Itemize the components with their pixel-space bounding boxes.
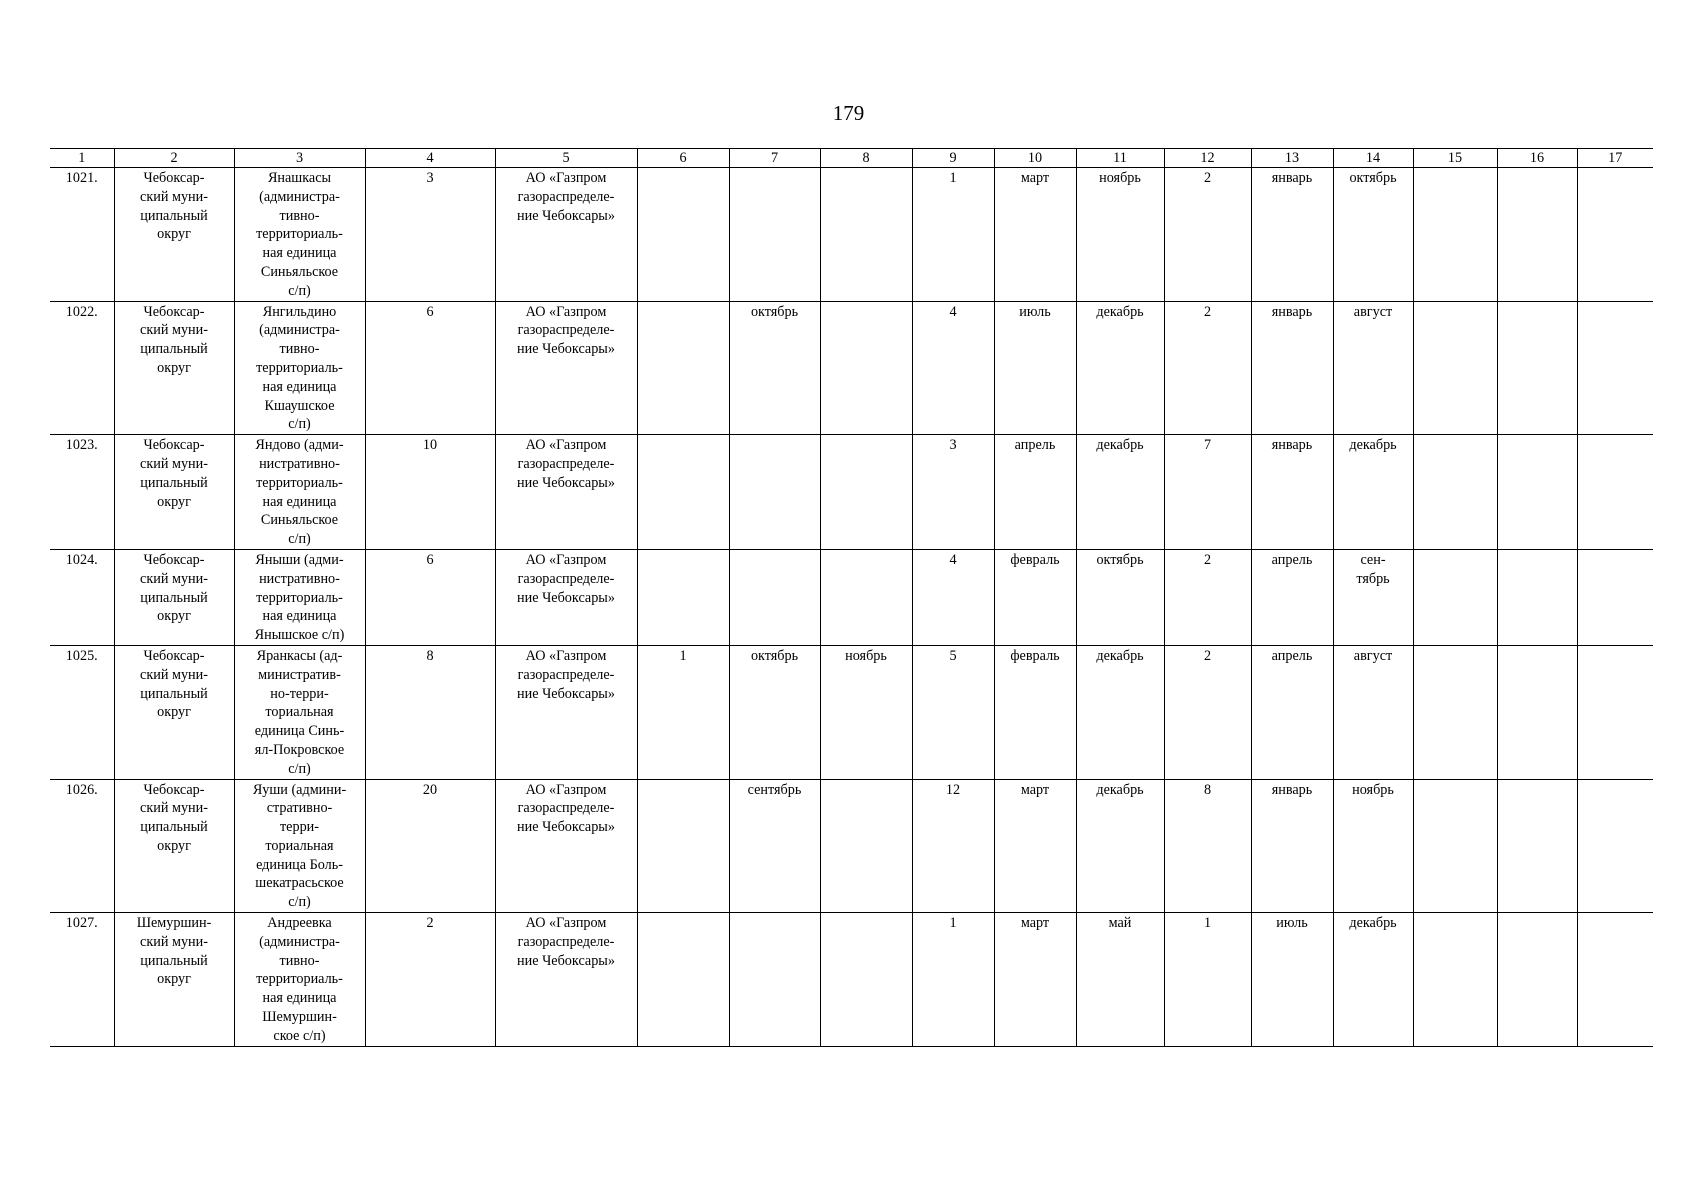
table-cell-col-10: март: [994, 913, 1076, 1047]
table-cell-col-10: апрель: [994, 435, 1076, 550]
table-cell-col-16: [1497, 168, 1577, 302]
table-row: [50, 779, 1653, 913]
table-cell-col-17: [1577, 645, 1653, 779]
table-cell-col-16: [1497, 435, 1577, 550]
table-cell-col-10: июль: [994, 301, 1076, 435]
table-cell-col-16: [1497, 913, 1577, 1047]
table-cell-col-1: 1021.: [50, 168, 114, 302]
table-cell-col-4: 20: [365, 779, 495, 913]
table-cell-col-15: [1413, 301, 1497, 435]
column-header: 1: [50, 149, 114, 168]
table-cell-col-15: [1413, 168, 1497, 302]
table-cell-col-15: [1413, 779, 1497, 913]
table-cell-col-5: АО «Газпром газораспределе- ние Чебоксары»: [495, 168, 637, 302]
table-cell-col-7: [729, 913, 820, 1047]
column-header: 17: [1577, 149, 1653, 168]
table-cell-col-10: февраль: [994, 645, 1076, 779]
column-header: 8: [820, 149, 912, 168]
table-cell-col-13: апрель: [1251, 645, 1333, 779]
table-cell-col-2: Чебоксар- ский муни- ципальный округ: [114, 645, 234, 779]
column-header: 2: [114, 149, 234, 168]
table-cell-col-7: [729, 168, 820, 302]
table-cell-col-2: Чебоксар- ский муни- ципальный округ: [114, 779, 234, 913]
table-cell-col-8: [820, 435, 912, 550]
table-cell-col-11: декабрь: [1076, 435, 1164, 550]
table-cell-col-8: ноябрь: [820, 645, 912, 779]
table-cell-col-4: 6: [365, 549, 495, 645]
table-cell-col-10: февраль: [994, 549, 1076, 645]
table-cell-col-12: 1: [1164, 913, 1251, 1047]
table-cell-col-11: декабрь: [1076, 301, 1164, 435]
table-cell-col-10: март: [994, 168, 1076, 302]
schedule-table: [50, 148, 1653, 1047]
table-cell-col-6: [637, 913, 729, 1047]
table-cell-col-5: АО «Газпром газораспределе- ние Чебоксары»: [495, 779, 637, 913]
table-cell-col-9: 3: [912, 435, 994, 550]
table-cell-col-3: Яуши (админи- стративно- терри- ториальная единица Боль- шекатрасьское с/п): [234, 779, 365, 913]
table-cell-col-14: сен- тябрь: [1333, 549, 1413, 645]
column-header: 9: [912, 149, 994, 168]
table-cell-col-16: [1497, 549, 1577, 645]
table-cell-col-8: [820, 301, 912, 435]
table-cell-col-1: 1022.: [50, 301, 114, 435]
table-cell-col-11: ноябрь: [1076, 168, 1164, 302]
table-cell-col-9: 1: [912, 168, 994, 302]
table-cell-col-12: 8: [1164, 779, 1251, 913]
table-cell-col-4: 10: [365, 435, 495, 550]
table-cell-col-2: Чебоксар- ский муни- ципальный округ: [114, 301, 234, 435]
column-header: 14: [1333, 149, 1413, 168]
table-cell-col-2: Чебоксар- ский муни- ципальный округ: [114, 168, 234, 302]
table-cell-col-12: 2: [1164, 168, 1251, 302]
table-cell-col-2: Чебоксар- ский муни- ципальный округ: [114, 549, 234, 645]
table-cell-col-16: [1497, 779, 1577, 913]
table-cell-col-16: [1497, 301, 1577, 435]
table-cell-col-11: май: [1076, 913, 1164, 1047]
table-cell-col-5: АО «Газпром газораспределе- ние Чебоксары»: [495, 645, 637, 779]
table-cell-col-4: 2: [365, 913, 495, 1047]
table-cell-col-8: [820, 549, 912, 645]
table-cell-col-15: [1413, 549, 1497, 645]
table-cell-col-1: 1027.: [50, 913, 114, 1047]
table-cell-col-3: Яндово (адми- нистративно- территориаль- ная единица Синьяльское с/п): [234, 435, 365, 550]
table-cell-col-12: 2: [1164, 549, 1251, 645]
table-cell-col-15: [1413, 645, 1497, 779]
table-cell-col-14: декабрь: [1333, 435, 1413, 550]
table-cell-col-13: апрель: [1251, 549, 1333, 645]
table-cell-col-15: [1413, 435, 1497, 550]
column-header: 12: [1164, 149, 1251, 168]
table-cell-col-12: 7: [1164, 435, 1251, 550]
table-cell-col-1: 1026.: [50, 779, 114, 913]
table-cell-col-17: [1577, 301, 1653, 435]
table-cell-col-5: АО «Газпром газораспределе- ние Чебоксары»: [495, 435, 637, 550]
table-cell-col-14: август: [1333, 645, 1413, 779]
table-cell-col-9: 1: [912, 913, 994, 1047]
table-cell-col-1: 1023.: [50, 435, 114, 550]
column-header: 10: [994, 149, 1076, 168]
table-row: [50, 645, 1653, 779]
table-cell-col-4: 8: [365, 645, 495, 779]
table-cell-col-4: 6: [365, 301, 495, 435]
table-cell-col-9: 12: [912, 779, 994, 913]
table-cell-col-9: 4: [912, 301, 994, 435]
table-cell-col-6: [637, 435, 729, 550]
table-cell-col-3: Андреевка (администра- тивно- территориаль- ная единица Шемуршин- ское с/п): [234, 913, 365, 1047]
table-cell-col-3: Яныши (адми- нистративно- территориаль- ная единица Янышское с/п): [234, 549, 365, 645]
table-cell-col-6: [637, 301, 729, 435]
table-cell-col-17: [1577, 779, 1653, 913]
table-cell-col-8: [820, 913, 912, 1047]
column-header: 11: [1076, 149, 1164, 168]
table-row: [50, 435, 1653, 550]
table-cell-col-15: [1413, 913, 1497, 1047]
table-cell-col-3: Яранкасы (ад- министратив- но-терри- ториальная единица Синь- ял-Покровское с/п): [234, 645, 365, 779]
page-number: 179: [832, 101, 865, 125]
table-cell-col-13: июль: [1251, 913, 1333, 1047]
table-cell-col-8: [820, 779, 912, 913]
column-header: 15: [1413, 149, 1497, 168]
column-header: 16: [1497, 149, 1577, 168]
table-row: [50, 301, 1653, 435]
table-cell-col-17: [1577, 168, 1653, 302]
column-header: 7: [729, 149, 820, 168]
table-cell-col-16: [1497, 645, 1577, 779]
table-cell-col-11: октябрь: [1076, 549, 1164, 645]
table-cell-col-13: январь: [1251, 779, 1333, 913]
table-cell-col-9: 5: [912, 645, 994, 779]
table-cell-col-5: АО «Газпром газораспределе- ние Чебоксары»: [495, 549, 637, 645]
column-header: 13: [1251, 149, 1333, 168]
table-cell-col-17: [1577, 913, 1653, 1047]
table-row: [50, 549, 1653, 645]
table-cell-col-5: АО «Газпром газораспределе- ние Чебоксары»: [495, 301, 637, 435]
column-header: 6: [637, 149, 729, 168]
table-cell-col-7: сентябрь: [729, 779, 820, 913]
table-cell-col-2: Шемуршин- ский муни- ципальный округ: [114, 913, 234, 1047]
table-cell-col-8: [820, 168, 912, 302]
table-cell-col-7: [729, 549, 820, 645]
table-cell-col-17: [1577, 549, 1653, 645]
table-cell-col-14: октябрь: [1333, 168, 1413, 302]
table-cell-col-3: Янашкасы (администра- тивно- территориаль- ная единица Синьяльское с/п): [234, 168, 365, 302]
table-cell-col-4: 3: [365, 168, 495, 302]
table-cell-col-13: январь: [1251, 435, 1333, 550]
table-cell-col-3: Янгильдино (администра- тивно- территориаль- ная единица Кшаушское с/п): [234, 301, 365, 435]
table-row: [50, 913, 1653, 1047]
table-cell-col-14: ноябрь: [1333, 779, 1413, 913]
table-header-row: [50, 149, 1653, 168]
table-cell-col-7: октябрь: [729, 301, 820, 435]
table-cell-col-10: март: [994, 779, 1076, 913]
table-cell-col-12: 2: [1164, 645, 1251, 779]
table-row: [50, 168, 1653, 302]
table-cell-col-9: 4: [912, 549, 994, 645]
table-cell-col-11: декабрь: [1076, 645, 1164, 779]
column-header: 4: [365, 149, 495, 168]
table-cell-col-12: 2: [1164, 301, 1251, 435]
column-header: 3: [234, 149, 365, 168]
table-cell-col-14: декабрь: [1333, 913, 1413, 1047]
table-cell-col-6: 1: [637, 645, 729, 779]
table-cell-col-6: [637, 168, 729, 302]
table-cell-col-6: [637, 779, 729, 913]
table-cell-col-1: 1024.: [50, 549, 114, 645]
table-cell-col-11: декабрь: [1076, 779, 1164, 913]
table-cell-col-7: [729, 435, 820, 550]
table-cell-col-5: АО «Газпром газораспределе- ние Чебоксары»: [495, 913, 637, 1047]
table-cell-col-2: Чебоксар- ский муни- ципальный округ: [114, 435, 234, 550]
table-cell-col-13: январь: [1251, 301, 1333, 435]
table-cell-col-13: январь: [1251, 168, 1333, 302]
table-cell-col-17: [1577, 435, 1653, 550]
table-cell-col-14: август: [1333, 301, 1413, 435]
table-cell-col-1: 1025.: [50, 645, 114, 779]
table-cell-col-7: октябрь: [729, 645, 820, 779]
column-header: 5: [495, 149, 637, 168]
table-cell-col-6: [637, 549, 729, 645]
